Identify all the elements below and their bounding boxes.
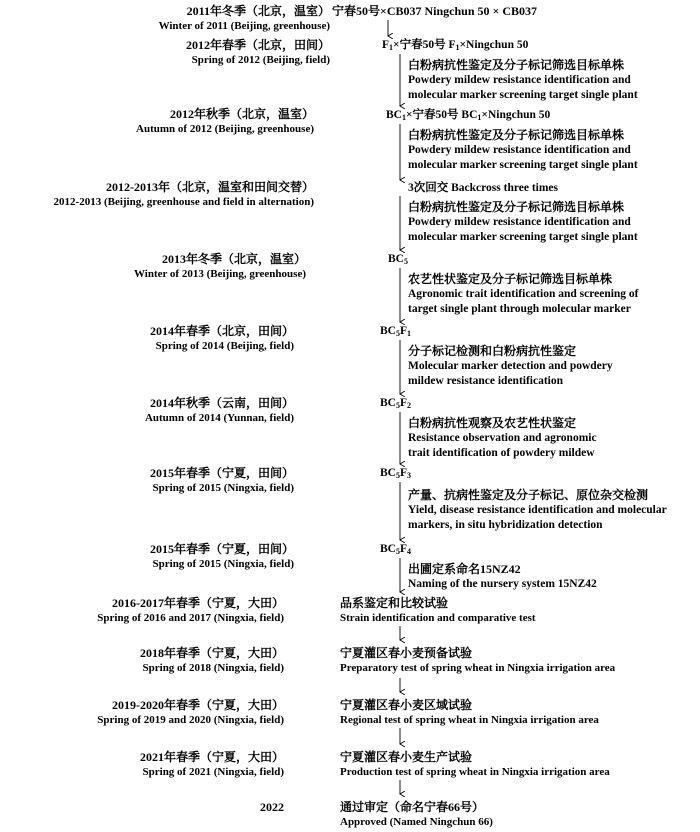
season-label-1: 2011年冬季（北京，温室） Winter of 2011 (Beijing, greenhouse) bbox=[158, 4, 330, 32]
procedure-resistance: 白粉病抗性观察及农艺性状鉴定 Resistance observation and agronomic trait identification of powdery mildew bbox=[408, 416, 597, 459]
stage-bc5f4: $BC_5F_4$ bbox=[380, 543, 412, 556]
stage-bc5f1: $BC_5F_1$ bbox=[380, 325, 412, 338]
procedure-pm-1: 白粉病抗性鉴定及分子标记筛选目标单株 Powdery mildew resistance identification and molecular marker screening target single plant bbox=[408, 58, 638, 101]
procedure-agronomic: 农艺性状鉴定及分子标记筛选目标单株 Agronomic trait identification and screening of target single plant through molecular marker bbox=[408, 272, 639, 315]
stage-bc1: $BC_1\times$宁春50号 $BC_1\times Ningchun$ 50 bbox=[386, 109, 551, 122]
stage-f1: $F_1\times$宁春50号 $F_1\times Ningchun$ 50 bbox=[382, 39, 529, 52]
season-label-6: 2014年春季（北京，田间） Spring of 2014 (Beijing, field) bbox=[149, 324, 294, 352]
trial-preparatory: 宁夏灌区春小麦预备试验 Preparatory test of spring wheat in Ningxia irrigation area bbox=[340, 646, 616, 674]
season-label-13: 2021年春季（宁夏，大田） Spring of 2021 (Ningxia, field) bbox=[139, 750, 284, 778]
season-label-4: 2012-2013年（北京，温室和田间交替） 2012-2013 (Beijing, greenhouse and field in alternation) bbox=[53, 180, 314, 208]
season-label-10: 2016-2017年春季（宁夏，大田） Spring of 2016 and 2017 (Ningxia, field) bbox=[97, 596, 284, 624]
trial-approved: 通过审定（命名宁春66号） Approved (Named Ningchun 66) bbox=[340, 800, 493, 828]
stage-backcross: 3次回交 Backcross three times bbox=[408, 182, 559, 194]
procedure-pm-3: 白粉病抗性鉴定及分子标记筛选目标单株 Powdery mildew resistance identification and molecular marker screening target single plant bbox=[408, 200, 638, 243]
stage-bc5f2: $BC_5F_2$ bbox=[380, 397, 412, 410]
season-label-2: 2012年春季（北京，田间） Spring of 2012 (Beijing, field) bbox=[185, 38, 330, 66]
stage-bc5: $BC_5$ bbox=[388, 253, 408, 266]
procedure-naming: 出圃定系命名15NZ42 Naming of the nursery system 15NZ42 bbox=[408, 562, 597, 590]
procedure-yield: 产量、抗病性鉴定及分子标记、原位杂交检测 Yield, disease resistance identification and molecular markers, in situ hybridization detection bbox=[408, 488, 667, 531]
season-label-7: 2014年秋季（云南，田间） Autumn of 2014 (Yunnan, field) bbox=[144, 396, 294, 424]
season-label-8: 2015年春季（宁夏，田间） Spring of 2015 (Ningxia, field) bbox=[149, 466, 294, 494]
season-label-14: 2022 bbox=[260, 800, 284, 814]
season-label-5: 2013年冬季（北京，温室） Winter of 2013 (Beijing, greenhouse) bbox=[133, 252, 306, 280]
season-label-3: 2012年秋季（北京，温室） Autumn of 2012 (Beijing, greenhouse) bbox=[136, 107, 314, 135]
trial-strain: 品系鉴定和比较试验 Strain identification and comparative test bbox=[340, 596, 536, 624]
season-label-12: 2019-2020年春季（宁夏，大田） Spring of 2019 and 2020 (Ningxia, field) bbox=[97, 698, 284, 726]
procedure-molecular: 分子标记检测和白粉病抗性鉴定 Molecular marker detection and powdery mildew resistance identification bbox=[408, 344, 613, 387]
procedure-pm-2: 白粉病抗性鉴定及分子标记筛选目标单株 Powdery mildew resistance identification and molecular marker screening target single plant bbox=[408, 128, 638, 171]
stage-cross: 宁春50号×CB037 Ningchun 50 × CB037 bbox=[332, 4, 538, 18]
trial-production: 宁夏灌区春小麦生产试验 Production test of spring wheat in Ningxia irrigation area bbox=[340, 750, 610, 778]
season-label-9: 2015年春季（宁夏，田间） Spring of 2015 (Ningxia, field) bbox=[149, 542, 294, 570]
trial-regional: 宁夏灌区春小麦区域试验 Regional test of spring wheat in Ningxia irrigation area bbox=[340, 698, 599, 726]
stage-bc5f3: $BC_5F_3$ bbox=[380, 467, 412, 480]
season-label-11: 2018年春季（宁夏，大田） Spring of 2018 (Ningxia, field) bbox=[139, 646, 284, 674]
